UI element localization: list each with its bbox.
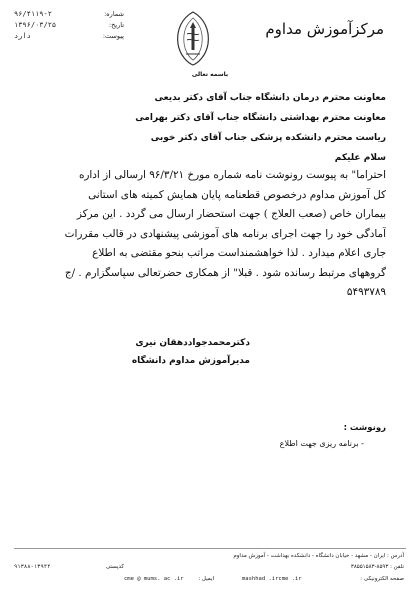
signer-name: دکترمحمدجواددهقان نیری — [135, 338, 250, 348]
invocation: باسمه تعالی — [191, 71, 229, 78]
recipient-2: معاونت محترم بهداشتی دانشگاه جناب آقای دکتر بهرامی — [135, 113, 386, 123]
meta-attachment-value: دارد — [14, 32, 31, 40]
meta-attachment — [14, 32, 124, 43]
meta-number-value: ۹۶/۴۱۱۹-۲ — [14, 10, 52, 18]
meta-date-value: ۱۳۹۶/۰۳/۲۵ — [14, 21, 57, 29]
body-line: جاری اعلام میدارد . لذا خواهشمنداست مراتب بنحو مقتضی به اطلاع — [92, 247, 386, 259]
meta-number-label: شماره: — [104, 10, 124, 18]
body-line: کل آموزش مداوم درخصوص قطعنامه پایان همایش کمیته های استانی — [88, 188, 386, 201]
letter-metadata — [14, 10, 124, 43]
recipient-3: ریاست محترم دانشکده پزشکی جناب آقای دکتر خوبی — [150, 133, 386, 143]
footer-website: mashhad .ircme .ir — [242, 576, 302, 582]
footer-email-label: ایمیل : — [198, 576, 214, 582]
center-title: مرکزآموزش مداوم — [265, 20, 384, 38]
recipient-1: معاونت محترم درمان دانشگاه جناب آقای دکتر بدیعی — [154, 93, 386, 103]
cc-item: - برنامه ریزی جهت اطلاع — [279, 439, 364, 448]
body-line: احتراما" به پیوست رونوشت نامه شماره مورخ ۹۶/۳/۲۱ ارسالی از اداره — [78, 169, 386, 181]
recipients-block — [60, 88, 386, 168]
meta-date — [14, 21, 124, 32]
university-emblem-icon — [168, 8, 218, 68]
reference-number: ۵۴۹۳۷۸۹ — [346, 286, 386, 298]
body-line: بیماران خاص (صعب العلاج ) جهت استحضار ارسال می گردد . این مرکز — [76, 208, 386, 220]
body-line: گروههای مرتبط رسانده شود . قبلا" از همکاری حضرتعالی سپاسگزارم . /ج — [64, 266, 386, 279]
footer-postal-label: کدپستی — [105, 564, 124, 570]
footer-divider — [14, 548, 406, 549]
footer-email: cme @ mums. ac .ir — [124, 576, 184, 582]
signer-position: مدیرآموزش مداوم دانشگاه — [131, 356, 250, 366]
letter-body — [36, 166, 386, 303]
body-line: آمادگی خود را جهت اجرای برنامه های آموزشی پیشنهادی در قالب مقررات — [64, 227, 386, 240]
footer-website-label: صفحه الکترونیکی : — [360, 576, 404, 582]
greeting: سلام علیکم — [334, 153, 386, 163]
footer-address: آدرس : ایران - مشهد - خیابان دانشگاه - دانشکده بهداشت - آموزش مداوم — [233, 553, 404, 559]
footer-fax: ۹۱۳۸۸-۱۳۹۴۴ — [14, 564, 51, 570]
footer-phone: تلفن : ۸۵۹۳-۳۸۵۵۱۵۸۳ — [350, 564, 404, 570]
signature-block — [100, 334, 250, 370]
footer-contact-row — [14, 564, 406, 576]
carbon-copy-block — [160, 420, 386, 452]
meta-date-label: تاریخ: — [108, 21, 124, 29]
meta-attachment-label: پیوست: — [102, 32, 124, 40]
meta-number — [14, 10, 124, 21]
cc-title: رونوشت : — [343, 423, 386, 433]
footer-web-row — [14, 576, 406, 588]
